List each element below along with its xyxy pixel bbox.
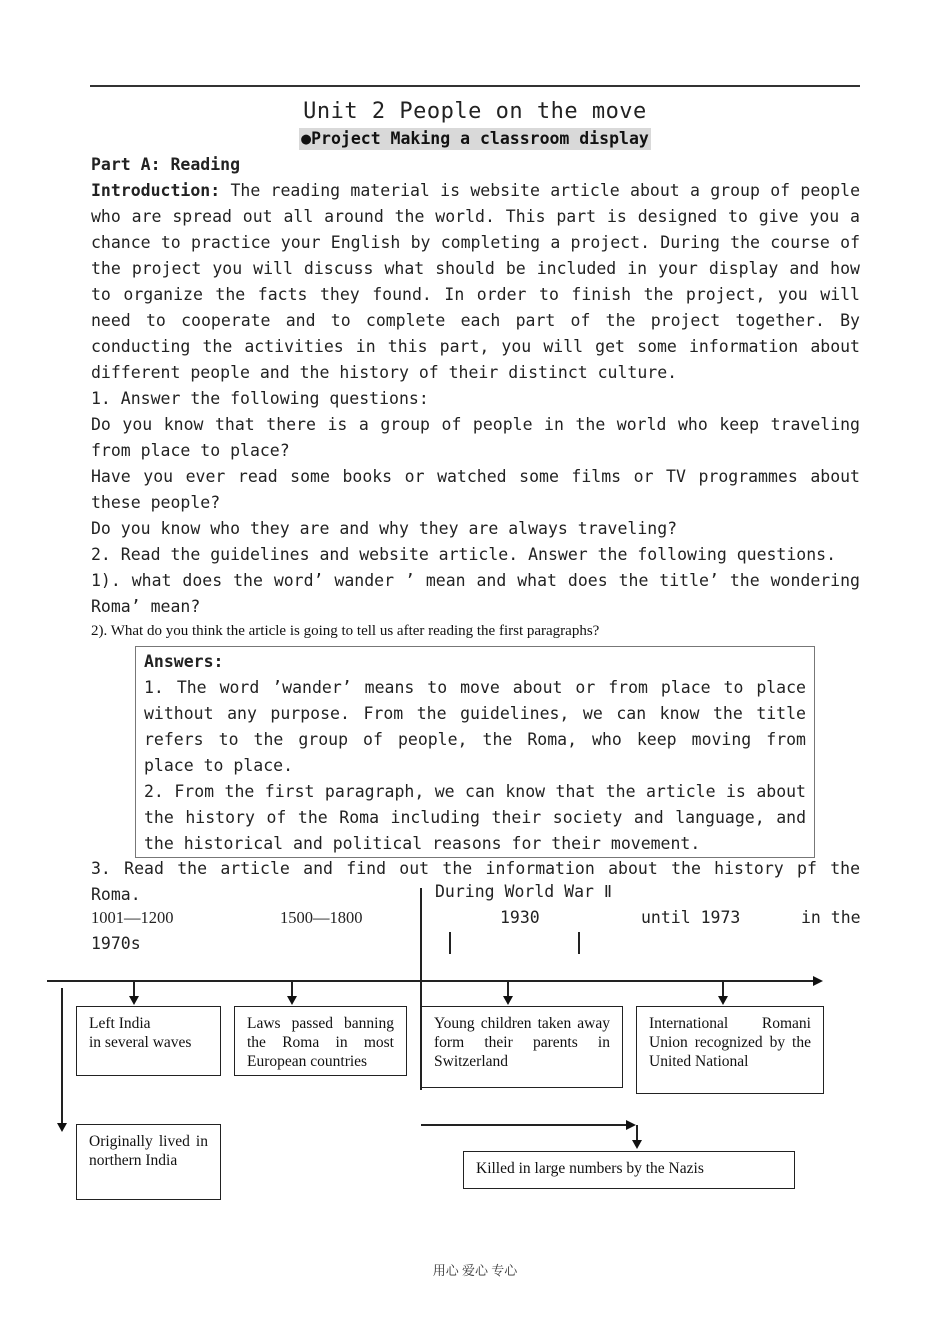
section3-heading-text: 3. Read the article and find out the information about the history pf the Roma.: [91, 859, 860, 904]
event-box-laws-passed: [234, 1006, 407, 1076]
header-rule: [90, 85, 860, 87]
timeline-label-date: 1930: [500, 908, 540, 927]
answers-box: [135, 646, 815, 858]
timeline-label-ww2: During World War Ⅱ: [435, 882, 612, 901]
arrow-down-icon: [129, 996, 139, 1005]
connector-line: [421, 1124, 628, 1126]
connector-line: [61, 988, 63, 1125]
timeline-label-date: 1500—1800: [280, 908, 363, 927]
event-text: Originally lived in northern India: [89, 1133, 208, 1169]
timeline-label-date: until 1973: [641, 908, 741, 927]
part-heading: Part A: Reading: [91, 155, 241, 174]
section2-question-1: 1). what does the word’ wander ’ mean and what does the title’ the wondering Roma’ mean?: [91, 571, 860, 616]
introduction-label: Introduction:: [91, 181, 221, 200]
timeline-tick: [449, 932, 451, 954]
question-item: Do you know that there is a group of people in the world who keep traveling from place to place?: [91, 415, 860, 460]
arrow-down-icon: [287, 996, 297, 1005]
question-item: Have you ever read some books or watched some films or TV programmes about these people?: [91, 467, 860, 512]
connector-line: [636, 1125, 638, 1141]
arrow-down-icon: [718, 996, 728, 1005]
timeline-tick: [578, 932, 580, 954]
page-footer: 用心 爱心 专心: [432, 1263, 518, 1278]
document-title: Unit 2 People on the move: [303, 99, 647, 124]
event-box-left-india: [76, 1006, 221, 1076]
timeline-arrow-icon: [813, 976, 823, 986]
connector-line: [291, 981, 293, 997]
main-text: [91, 152, 860, 620]
event-text: Killed in large numbers by the Nazis: [476, 1160, 704, 1177]
connector-line: [133, 981, 135, 997]
timeline-label-date: in the: [801, 908, 861, 927]
question-item: Do you know who they are and why they are always traveling?: [91, 519, 678, 538]
introduction-paragraph: [91, 178, 860, 386]
section1-heading: 1. Answer the following questions:: [91, 389, 429, 408]
introduction-text: The reading material is website article about a group of people who are spread out all around the world. This part is designed to give you a chance to practice your English by completing a project. During the course of the project you will discuss what should be included in your display and how to organize the facts they found. In order to finish the project, you will need to cooperate and to complete each part of the project together. By conducting the activities in this part, you will get some information about different people and the history of their distinct culture.: [91, 181, 860, 382]
event-text: in several waves: [89, 1034, 192, 1051]
connector-line: [722, 981, 724, 997]
section2-heading: 2. Read the guidelines and website article. Answer the following questions.: [91, 545, 837, 564]
timeline-label-date: 1970s: [91, 934, 141, 953]
project-subtitle: ●Project Making a classroom display: [301, 129, 649, 148]
subtitle-wrap: [0, 128, 950, 150]
event-text: International Romani Union recognized by the United National: [649, 1015, 811, 1070]
connector-line: [507, 981, 509, 997]
arrow-down-icon: [57, 1123, 67, 1132]
event-text: Laws passed banning the Roma in most European countries: [247, 1015, 394, 1070]
arrow-down-icon: [503, 996, 513, 1005]
event-text: Young children taken away form their parents in Switzerland: [434, 1015, 610, 1070]
answer-1: 1. The word ’wander’ means to move about or from place to place without any purpose. From the guidelines, we can know the title refers to the group of people, the Roma, who keep moving from place to place.: [144, 678, 806, 775]
answer-2: 2. From the first paragraph, we can know that the article is about the history of the Roma including their society and language, and the historical and political reasons for their movement.: [144, 782, 806, 853]
timeline-label-date: 1001—1200: [91, 908, 174, 927]
event-text: Left India: [89, 1015, 151, 1032]
answers-heading: Answers:: [144, 652, 224, 671]
event-box-originally-lived: [76, 1124, 221, 1200]
arrow-right-icon: [626, 1120, 636, 1130]
section2-question-2: 2). What do you think the article is going to tell us after reading the first paragraphs?: [91, 623, 600, 639]
event-box-killed-by-nazis: [463, 1151, 795, 1189]
event-box-children-taken: [421, 1006, 623, 1088]
arrow-down-icon: [632, 1140, 642, 1149]
event-box-romani-union: [636, 1006, 824, 1094]
timeline-axis: [47, 980, 815, 982]
